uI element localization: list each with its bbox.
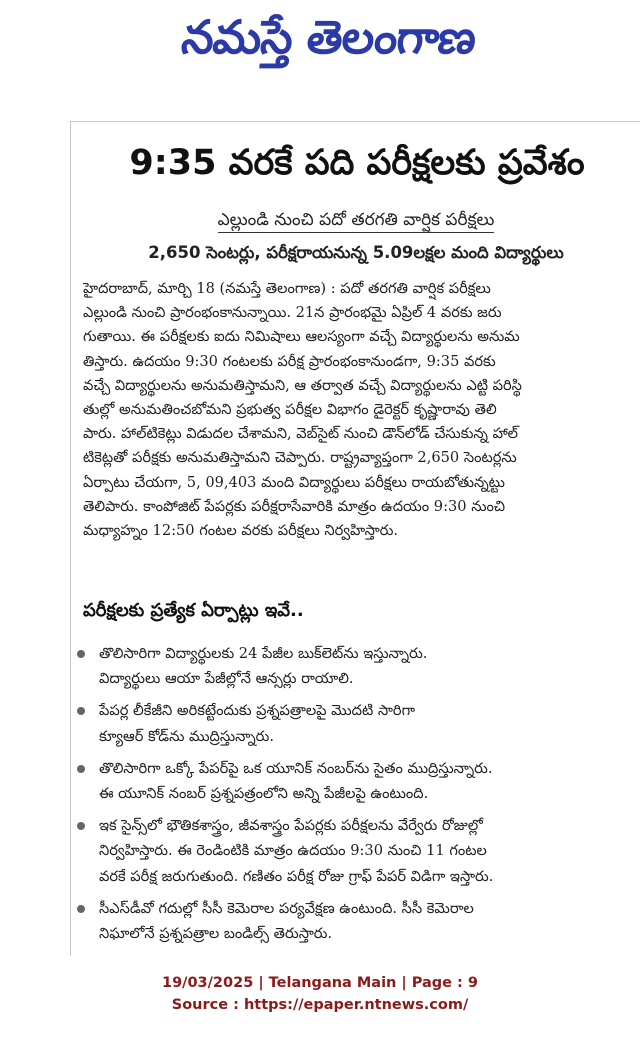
bullet-item-line: నిఘాలోనే ప్రశ్నపత్రాల బండిల్స్ తెరుస్తారు. [99, 924, 333, 942]
masthead [0, 0, 640, 104]
bullet-dot-icon [77, 707, 85, 715]
article-body-line: తుల్లో అనుమతించబోమని ప్రభుత్వ పరీక్షల విభాగం డైరెక్టర్ కృష్ణారావు తెలి [83, 400, 497, 418]
bullet-item-line: విద్యార్థులు ఆయా పేజీల్లోనే ఆన్సర్లు రాయాలి. [99, 670, 354, 688]
article-headline: 9:35 వరకే పది పరీక్షలకు ప్రవేశం [129, 143, 585, 183]
footer-source: Source : https://epaper.ntnews.com/ [171, 997, 469, 1013]
bullet-dot-icon [77, 905, 85, 913]
article-subheading-text: ఎల్లుండి నుంచి పదో తరగతి వార్షిక పరీక్షలు [218, 210, 495, 233]
bullet-dot-icon [77, 765, 85, 773]
section-heading: పరీక్షలకు ప్రత్యేక ఏర్పాట్లు ఇవే.. [83, 600, 304, 621]
article-clipping [70, 121, 640, 956]
article-body [83, 277, 633, 543]
bullet-item-line: క్యూఆర్ కోడ్‌ను ముద్రిస్తున్నారు. [99, 727, 274, 745]
bullet-item-line: తొలిసారిగా విద్యార్థులకు 24 పేజీల బుక్‌లెట్‌ను ఇస్తున్నారు. [99, 645, 428, 662]
bullet-item [71, 641, 640, 691]
article-body-line: తెలిపారు. కాంపోజిట్ పేపర్లకు పరీక్షరాసేవారికి మాత్రం ఉదయం 9:30 నుంచి [83, 497, 506, 515]
bullet-item-line: తొలిసారిగా ఒక్కో పేపర్‌పై ఒక యూనిక్ నంబర్‌ను సైతం ముద్రిస్తున్నారు. [99, 759, 493, 777]
bullet-item [71, 813, 640, 889]
bullet-item [71, 698, 640, 748]
article-body-line: టికెట్లతో పరీక్షకు అనుమతిస్తామని చెప్పారు. రాష్ట్రవ్యాప్తంగా 2,650 సెంటర్లను [83, 449, 517, 467]
page-footer [0, 972, 640, 1016]
bullet-dot-icon [77, 822, 85, 830]
bullet-item [71, 756, 640, 806]
article-body-line: ఎల్లుండి నుంచి ప్రారంభంకానున్నాయి. 21న ప్రారంభమై ఏప్రిల్ 4 వరకు జరు [83, 304, 502, 322]
bullet-dot-icon [77, 650, 85, 658]
article-body-line: వచ్చే విద్యార్థులను అనుమతిస్తామని, ఆ తర్వాత వచ్చే విద్యార్థులను ఎట్టి పరిస్థి [83, 376, 522, 394]
bullet-item-line: పేపర్ల లీకేజీని అరికట్టేందుకు ప్రశ్నపత్రాలపై మొదటి సారిగా [99, 702, 416, 720]
article-subheading [71, 207, 640, 233]
bullet-item-line: సీఎస్‌డీవో గదుల్లో సీసీ కెమెరాల పర్యవేక్షణ ఉంటుంది. సీసీ కెమెరాల [99, 899, 474, 917]
article-body-line: పారు. హాల్‌టికెట్లు విడుదల చేశామని, వెబ్‌సైట్ నుంచి డౌన్‌లోడ్ చేసుకున్న హాల్ [83, 425, 519, 443]
article-body-line: హైదరాబాద్, మార్చి 18 (నమస్తే తెలంగాణ) : పదో తరగతి వార్షిక పరీక్షలు [83, 280, 491, 297]
newspaper-logo: నమస్తే తెలంగాణ [179, 10, 479, 64]
article-secondary-subheading: 2,650 సెంటర్లు, పరీక్షరాయనున్న 5.09లక్షల మంది విద్యార్థులు [148, 243, 564, 262]
bullet-item [71, 896, 640, 946]
footer-date-edition: 19/03/2025 | Telangana Main | Page : 9 [161, 975, 478, 991]
bullet-item-line: ఈ యూనిక్ నంబర్ ప్రశ్నపత్రంలోని అన్ని పేజీలపై ఉంటుంది. [99, 784, 429, 802]
bullet-item-line: నిర్వహిస్తారు. ఈ రెండింటికి మాత్రం ఉదయం 9:30 నుంచి 11 గంటల [99, 842, 487, 860]
bullet-list [71, 641, 640, 953]
bullet-item-line: ఇక సైన్స్‌లో భౌతికశాస్త్రం, జీవశాస్త్రం పేపర్లకు పరీక్షలను వేర్వేరు రోజుల్లో [99, 817, 483, 835]
article-body-line: మధ్యాహ్నం 12:50 గంటల వరకు పరీక్షలు నిర్వహిస్తారు. [83, 521, 399, 539]
article-body-line: ఏర్పాటు చేయగా, 5, 09,403 మంది విద్యార్థులు పరీక్షలు రాయబోతున్నట్టు [83, 473, 505, 491]
article-body-line: గుతాయి. ఈ పరీక్షలకు ఐదు నిమిషాలు ఆలస్యంగా వచ్చే విద్యార్థులను అనుమ [83, 328, 520, 346]
bullet-item-line: వరకే పరీక్ష జరుగుతుంది. గణితం పరీక్ష రోజు గ్రాఫ్ పేపర్ విడిగా ఇస్తారు. [99, 867, 494, 885]
article-body-line: తిస్తారు. ఉదయం 9:30 గంటలకు పరీక్ష ప్రారంభంకానుండగా, 9:35 వరకు [83, 352, 496, 370]
